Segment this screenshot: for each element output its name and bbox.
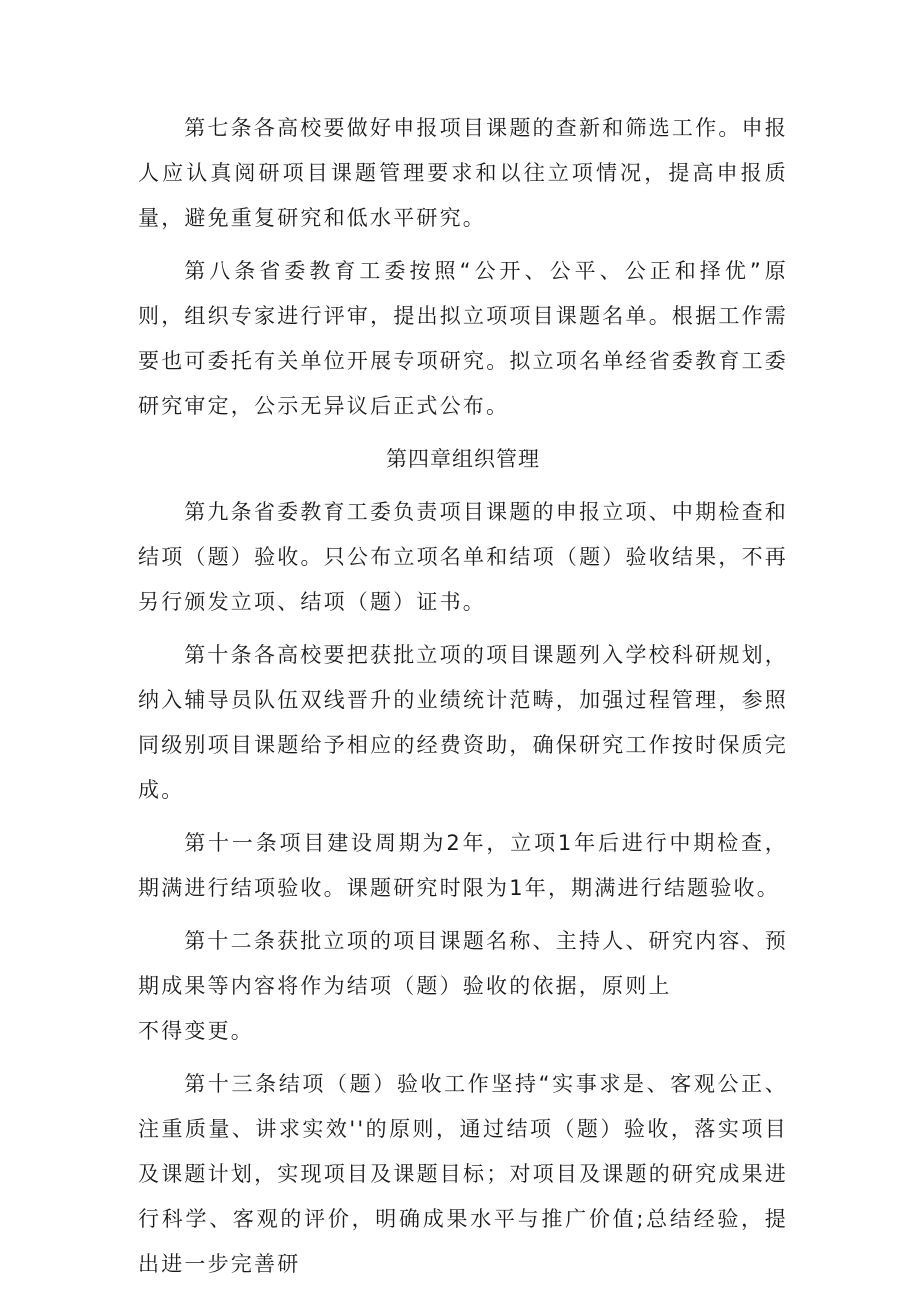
article-9-paragraph: 第九条省委教育工委负责项目课题的申报立项、中期检查和结项（题）验收。只公布立项名单和结项（题）验收结果，不再另行颁发立项、结项（题）证书。 [138,500,788,614]
article-12-paragraph [138,919,788,1054]
article-13-paragraph: 第十三条结项（题）验收工作坚持“实事求是、客观公正、注重质量、讲求实效''的原则，通过结项（题）验收，落实项目及课题计划，实现项目及课题目标；对项目及课题的研究成果进行科学、客观的评价，明确成果水平与推广价值;总结经验，提出进一步完善研 [138,1072,788,1276]
article-10-paragraph: 第十条各高校要把获批立项的项目课题列入学校科研规划，纳入辅导员队伍双线晋升的业绩统计范畴，加强过程管理，参照同级别项目课题给予相应的经费资助，确保研究工作按时保质完成。 [138,643,788,802]
article-12-line-2: 不得变更。 [138,1019,254,1043]
document-body [138,106,788,1295]
article-8-paragraph: 第八条省委教育工委按照“公开、公平、公正和择优”原则，组织专家进行评审，提出拟立项项目课题名单。根据工作需要也可委托有关单位开展专项研究。拟立项名单经省委教育工委研究审定，公示无异议后正式公布。 [138,259,788,418]
chapter-4-heading: 第四章组织管理 [386,447,540,471]
article-7-paragraph: 第七条各高校要做好申报项目课题的查新和筛选工作。申报人应认真阅研项目课题管理要求和以往立项情况，提高申报质量，避免重复研究和低水平研究。 [138,116,788,230]
article-12-line-1: 第十二条获批立项的项目课题名称、主持人、研究内容、预期成果等内容将作为结项（题）验收的依据，原则上 [138,929,788,998]
article-11-paragraph: 第十一条项目建设周期为2年，立项1年后进行中期检查，期满进行结项验收。课题研究时限为1年，期满进行结题验收。 [138,831,788,900]
